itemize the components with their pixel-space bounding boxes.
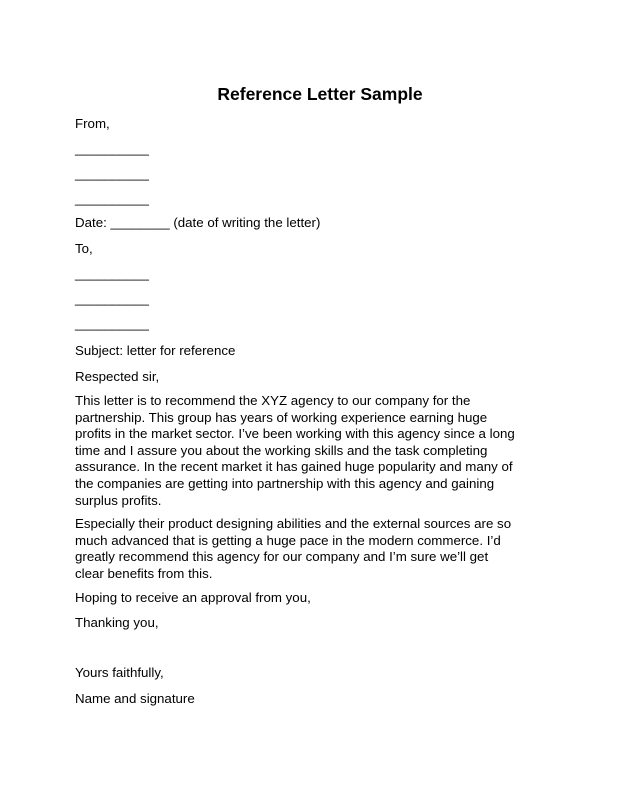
to-label: To, (75, 241, 93, 256)
from-label: From, (75, 116, 110, 131)
paragraph-2-line: clear benefits from this. (75, 565, 213, 581)
salutation: Respected sir, (75, 369, 160, 384)
to-blank-3: __________ (75, 316, 149, 331)
date-line: Date: ________ (date of writing the letter) (75, 215, 321, 230)
hoping-line: Hoping to receive an approval from you, (75, 590, 311, 605)
subject-line: Subject: letter for reference (75, 343, 236, 358)
paragraph-2-line: greatly recommend this agency for our company and I’m sure we’ll get (75, 549, 489, 565)
paragraph-2-line: much advanced that is getting a huge pace in the modern commerce. I’d (75, 532, 501, 548)
paragraph-1-line: assurance. In the recent market it has gained huge popularity and many of (75, 459, 513, 475)
from-blank-1: __________ (75, 141, 149, 156)
paragraph-1-line: the companies are getting into partnership with this agency and gaining (75, 475, 495, 491)
to-blank-2: __________ (75, 291, 149, 306)
paragraph-1-line: profits in the market sector. I’ve been working with this agency since a long (75, 426, 515, 442)
from-blank-2: __________ (75, 166, 149, 181)
paragraph-2-line: Especially their product designing abilities and the external sources are so (75, 516, 512, 531)
paragraph-1 (75, 393, 575, 509)
page-title: Reference Letter Sample (217, 84, 423, 104)
to-blank-1: __________ (75, 266, 149, 281)
thanking-line: Thanking you, (75, 615, 159, 630)
closing-line: Yours faithfully, (75, 665, 164, 680)
paragraph-1-line: time and I assure you about the working skills and the task completing (75, 442, 488, 458)
paragraph-2 (75, 516, 575, 582)
paragraph-1-line: surplus profits. (75, 492, 162, 508)
paragraph-1-line: partnership. This group has years of working experience earning huge (75, 409, 488, 425)
signature-line: Name and signature (75, 691, 195, 706)
paragraph-1-line: This letter is to recommend the XYZ agency to our company for the (75, 393, 471, 408)
from-blank-3: __________ (75, 191, 149, 206)
